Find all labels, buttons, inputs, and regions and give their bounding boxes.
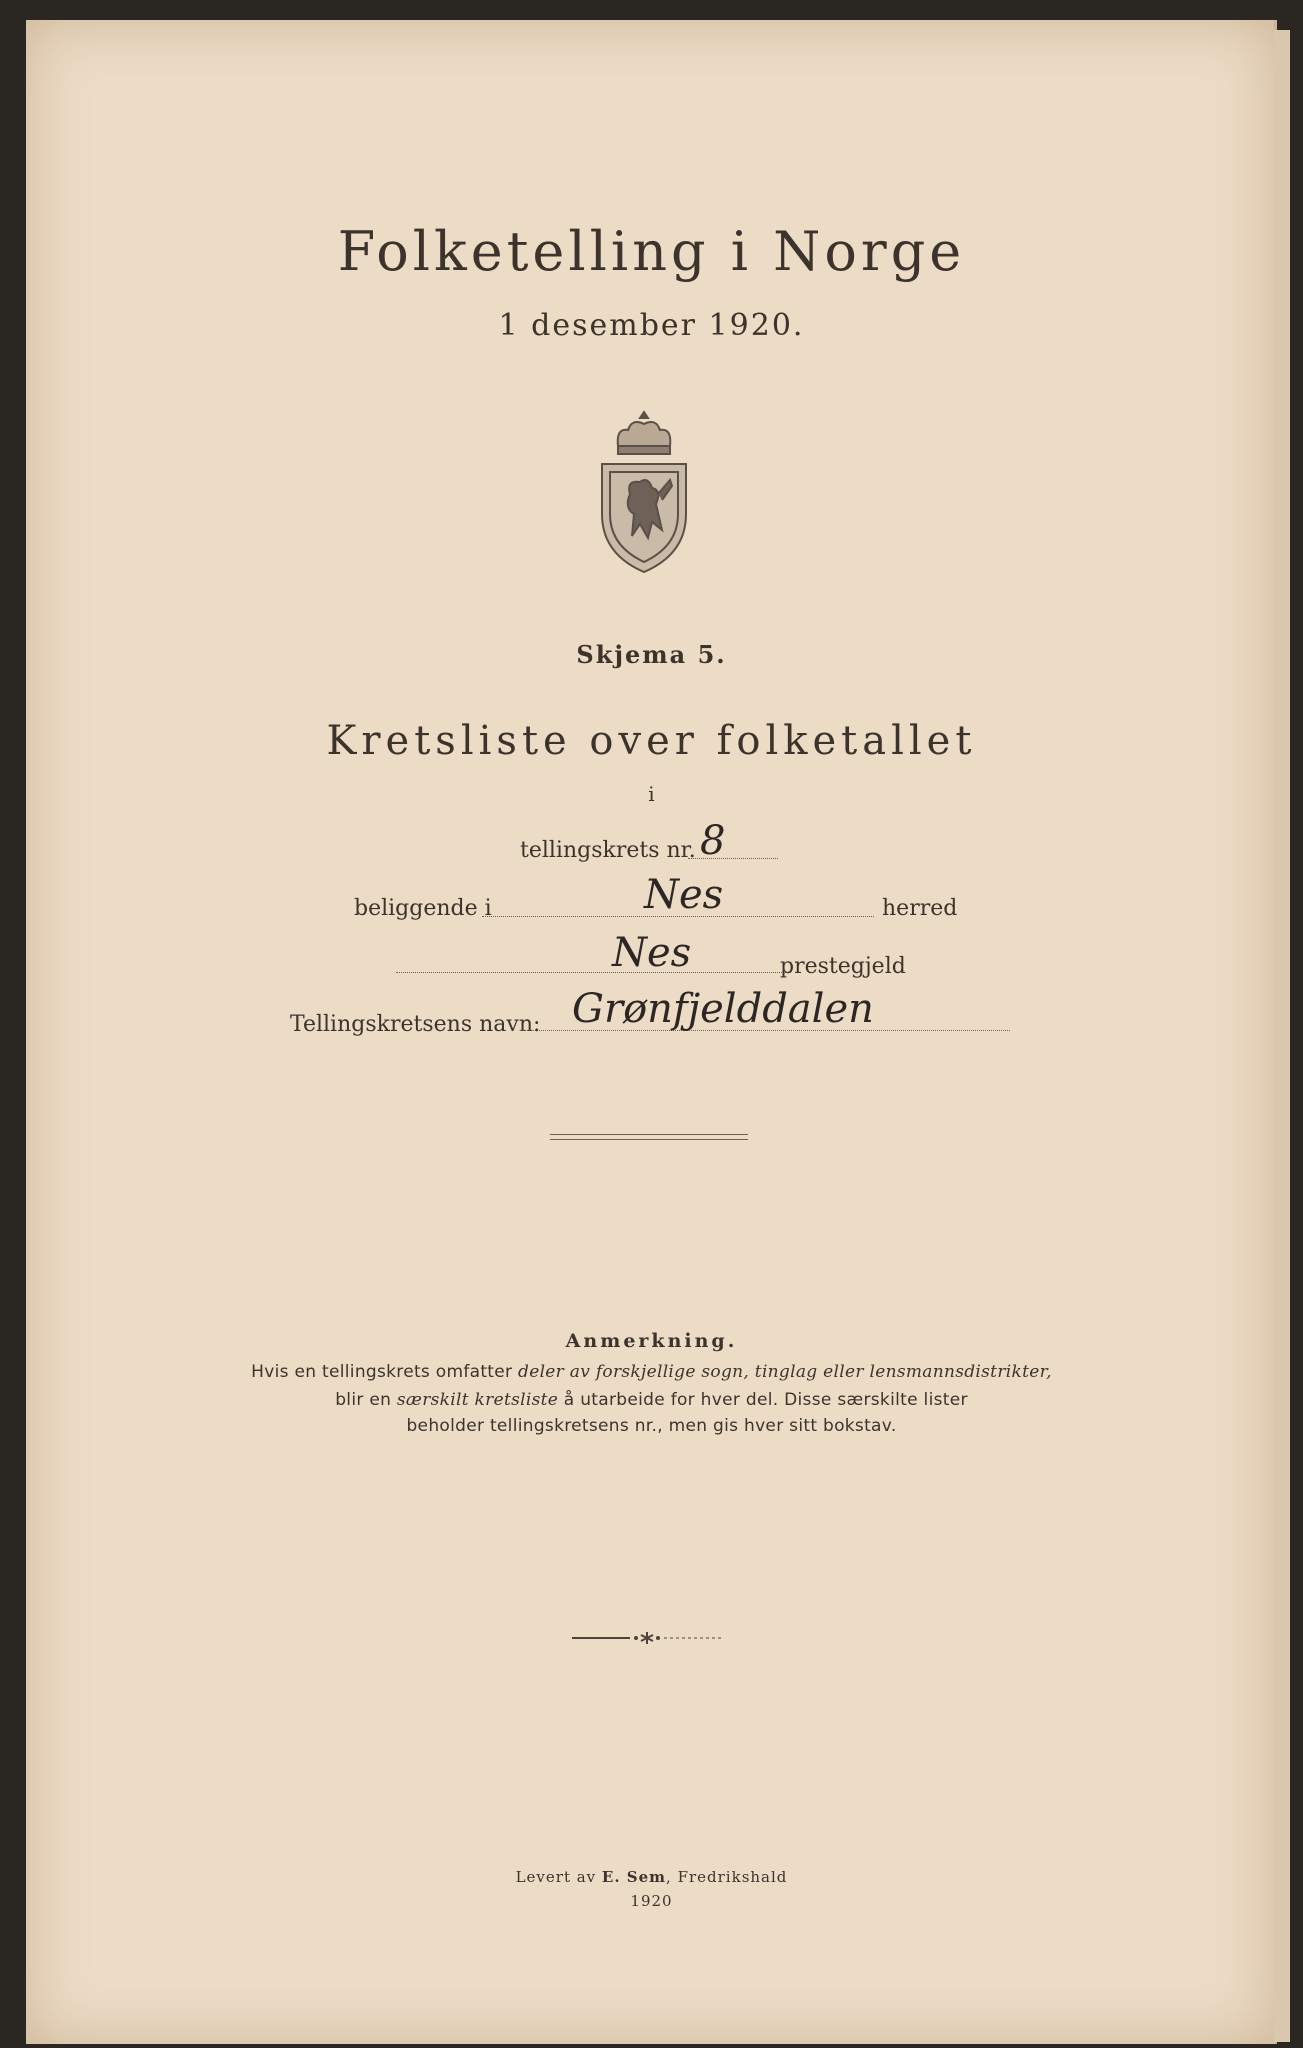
note-line-2: blir en særskilt kretsliste å utarbeide for hver del. Disse særskilte lister [335, 1390, 968, 1410]
document-title: Folketelling i Norge [337, 220, 966, 283]
district-name-value: Grønfjelddalen [572, 986, 874, 1032]
double-separator-line [550, 1134, 748, 1140]
document-date: 1 desember 1920. [498, 308, 805, 343]
located-in-label: beliggende i [354, 896, 492, 921]
note-line-1: Hvis en tellingskrets omfatter deler av forskjellige sogn, tinglag eller lensmannsdistrikter, [251, 1362, 1052, 1382]
municipality-value: Nes [644, 872, 724, 918]
note-title: Anmerkning. [565, 1330, 738, 1352]
herred-label: herred [882, 896, 958, 921]
note-line-3: beholder tellingskretsens nr., men gis hver sitt bokstav. [406, 1416, 897, 1436]
district-number-label: tellingskrets nr. [520, 838, 696, 863]
form-heading: Kretsliste over folketallet [326, 718, 977, 764]
ornament-divider-icon [572, 1630, 722, 1646]
district-number-value: 8 [700, 818, 726, 864]
preposition-i: i [648, 782, 655, 806]
district-name-label: Tellingskretsens navn: [290, 1012, 541, 1037]
parish-value: Nes [612, 930, 692, 976]
schema-label: Skjema 5. [576, 640, 727, 669]
parish-label: prestegjeld [780, 954, 906, 979]
parish-line [396, 972, 788, 973]
imprint-year: 1920 [630, 1892, 673, 1910]
printer-imprint: Levert av E. Sem, Fredrikshald [515, 1868, 788, 1886]
norwegian-coat-of-arms-icon [596, 404, 692, 574]
